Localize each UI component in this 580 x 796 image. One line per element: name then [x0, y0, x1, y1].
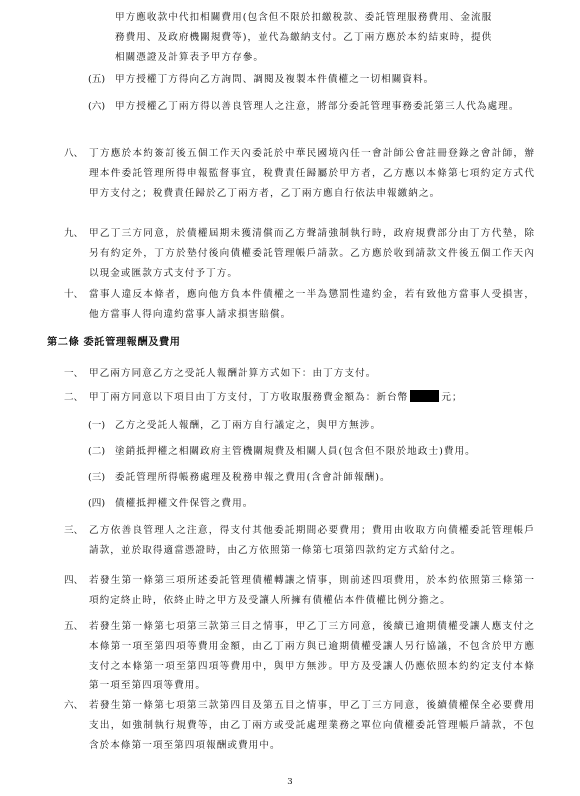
item-number: 十、: [64, 289, 84, 300]
item-number: 五、: [64, 621, 84, 632]
subitem-text: 委託管理所得帳務處理及稅務申報之費用(含會計師報酬)。: [115, 472, 391, 483]
clause-number: (五): [88, 74, 106, 85]
item-text: 乙方依善良管理人之注意，得支付其他委託期間必要費用；費用由收取方向債權委託管理帳戶請款，並於取得適當憑證時，由乙方依照第一條第七項第四款約定方式給付之。: [89, 525, 535, 556]
item-text-before: 甲丁兩方同意以下項目由丁方支付，丁方收取服務費金額為：新台幣: [89, 392, 409, 403]
item-text: 丁方應於本約簽訂後五個工作天內委託於中華民國境內任一會計師公會註冊登錄之會計師，辦理本件委託管理所得申報監督事宜，稅費責任歸屬於甲方者，乙方應以本條第七項約定方式代甲方支付之；稅費責任歸於乙丁兩方者，乙丁兩方應自行依法申報繳納之。: [89, 148, 535, 199]
item-number: 九、: [64, 228, 84, 239]
page-number: 3: [287, 777, 293, 787]
item-text: 當事人違反本條者，應向他方負本件債權之一半為懲罰性違約金，若有致他方當事人受損害，他方當事人得向違約當事人請求損害賠償。: [89, 289, 535, 320]
item-text: 甲乙兩方同意乙方之受託人報酬計算方式如下：由丁方支付。: [89, 368, 377, 379]
section2-item-4: [64, 571, 535, 611]
article-item-8: [64, 144, 535, 203]
redaction-box: [410, 390, 439, 402]
section2-item-5: [64, 617, 535, 696]
item-text-after: 元；: [441, 392, 463, 403]
clause-item-6: [88, 97, 535, 117]
item-number: 八、: [64, 148, 84, 159]
clause-number: (六): [88, 101, 106, 112]
article-item-9: [64, 224, 535, 283]
subitem-number: (三): [88, 472, 106, 483]
item-number: 六、: [64, 700, 84, 711]
item-text: 若發生第一條第七項第三款第四目及第五目之情事，甲乙丁三方同意，後續債權保全必要費用支出，如強制執行規費等，由乙丁兩方或受託處理業務之單位向債權委託管理帳戶請款，不包含於本條第一項至第四項報酬或費用中。: [89, 700, 535, 751]
section2-item-3: [64, 521, 535, 561]
paragraph-continuation: [115, 8, 535, 67]
item-number: 四、: [64, 575, 84, 586]
subitem-text: 債權抵押權文件保管之費用。: [115, 498, 254, 509]
item-number: 三、: [64, 525, 84, 536]
clause-item-5: [88, 70, 535, 90]
subitem-number: (四): [88, 498, 106, 509]
continuation-line-2: 務費用、及政府機關規費等)，並代為繳納支付。乙丁兩方應於本約結束時，提供: [115, 31, 493, 43]
item-text: 甲乙丁三方同意，於債權屆期未獲清償而乙方聲請強制執行時，政府規費部分由丁方代墊，除另有約定外，丁方於墊付後向債權委託管理帳戶請款。乙方應於收到請款文件後五個工作天內以現金或匯款方式支付予丁方。: [89, 228, 535, 279]
item-text: 若發生第一條第七項第三款第三目之情事，甲乙丁三方同意，後續已逾期債權受讓人應支付之本條第一項至第四項等費用金額，由乙丁兩方與已逾期債權受讓人另行協議，不包含於甲方應支付之本條第一項至第四項等費用中，與甲方無涉。甲方及受讓人仍應依照本約約定支付本條第一項至第四項等費用。: [89, 621, 535, 692]
section2-item-6: [64, 696, 535, 755]
section2-subitem-4: [88, 494, 535, 514]
clause-text: 甲方授權乙丁兩方得以善良管理人之注意，將部分委託管理事務委託第三人代為處理。: [115, 101, 520, 112]
section2-subitem-2: [88, 442, 535, 462]
subitem-number: (二): [88, 446, 106, 457]
continuation-line-1: 甲方應收款中代扣相關費用(包含但不限於扣繳稅款、委託管理服務費用、金流服: [115, 12, 493, 23]
section-heading: 第二條 委託管理報酬及費用: [47, 337, 181, 348]
article-item-10: [64, 285, 535, 325]
item-number: 二、: [64, 392, 84, 403]
section2-item-1: [64, 364, 535, 384]
subitem-text: 塗銷抵押權之相關政府主管機關規費及相關人員(包含但不限於地政士)費用。: [115, 446, 476, 457]
section2-subitem-3: [88, 468, 535, 488]
subitem-number: (一): [88, 420, 106, 431]
item-text: [89, 388, 535, 408]
subitem-text: 乙方之受託人報酬，乙丁兩方自行議定之，與甲方無涉。: [115, 420, 382, 431]
section2-item-2: [64, 388, 535, 408]
section2-subitem-1: [88, 416, 535, 436]
item-number: 一、: [64, 368, 84, 379]
continuation-line-3: 相關憑證及計算表予甲方存參。: [115, 51, 265, 63]
item-text: 若發生第一條第三項所述委託管理債權轉讓之情事，則前述四項費用，於本約依照第三條第一項約定終止時，依終止時之甲方及受讓人所擁有債權佔本件債權比例分擔之。: [89, 575, 535, 606]
clause-text: 甲方授權丁方得向乙方詢問、調閱及複製本件債權之一切相關資料。: [115, 74, 435, 85]
